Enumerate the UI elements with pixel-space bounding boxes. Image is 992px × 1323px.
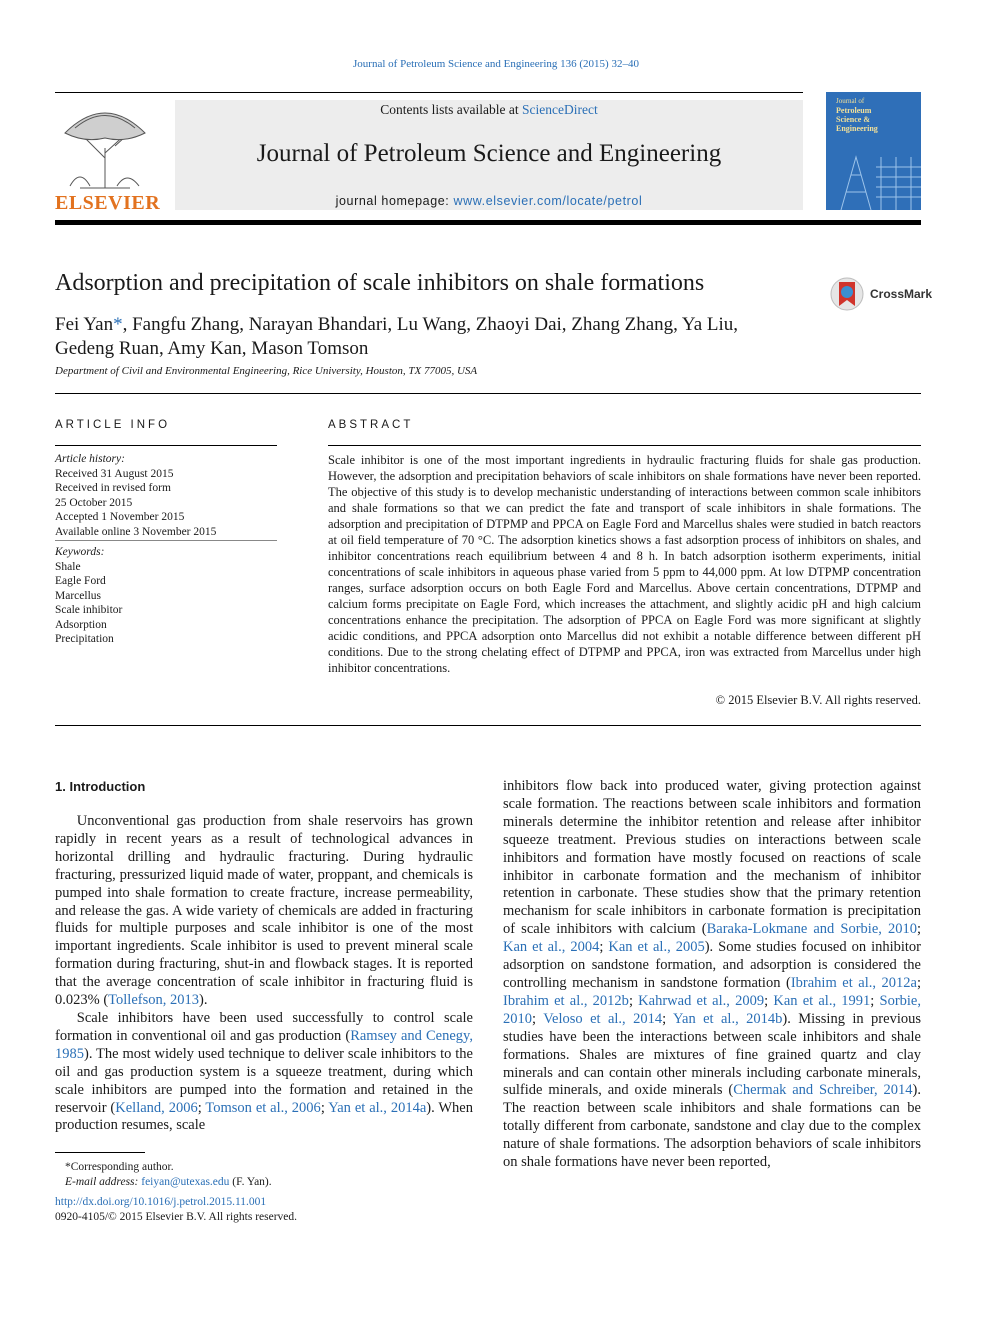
abstract-text: Scale inhibitor is one of the most important ingredients in hydraulic fracturing fluids for shale gas production. However, the adsorption and precipitation behaviors of scale inhibitors on shale formations have never been reported. The objective of this study is to develop mechanistic understanding of interactions between common scale inhibitors and shale formations so that we can predict the fate and transport of scale inhibitors in shale formations. The adsorption and precipitation of DTPMP and PPCA on Eagle Ford and Marcellus shales were studied in batch reactors at oil field temperature of 70 °C. The adsorption kinetics shows a fast adsorption process of inhibitors on shales, and inhibitor concentrations reach equilibrium between 4 and 8 h. In batch adsorption isotherm experiments, initial concentrations of scale inhibitors in aqueous phase varied from 5 ppm to 44,000 ppm. At low DTPMP concentration ranges, surface adsorption occurs on both Eagle Ford and Marcellus. Above certain concentrations, DTPMP and calcium forms precipitate on Eagle Ford, which increases the attachment, and slightly acidic pH and high calcium concentrations enhance the precipitation. The adsorption of PPCA on Eagle Ford was more significant at slightly acidic conditions, and PPCA adsorption onto Marcellus did not exhibit a notable difference between different pH conditions. Due to the strong chelating effect of DTPMP and PPCA, iron was extracted from Marcellus under high inhibitor concentrations. [328, 453, 921, 675]
citation-link[interactable]: Kan et al., 1991 [773, 992, 871, 1009]
keyword: Eagle Ford [55, 575, 106, 587]
separator: ; [916, 921, 921, 938]
history-item: Accepted 1 November 2015 [55, 511, 185, 523]
paragraph-text: ). When production resumes, scale [55, 1099, 473, 1134]
paragraph-text: Unconventional gas production from shale reservoirs has grown rapidly in recent years as a result of technological advances in horizontal drilling and hydraulic fracturing. During hydraulic fracturing, pressurized liquid made of water, proppant, and chemicals is pumped into shale formation to create fracture, increase permeability, and release the gas. A wide variety of chemicals are added in fracturing fluids for multiple purposes and scale inhibitor is one of the most important ingredients. Scale inhibitor is used to prevent mineral scale formation during fracturing, shut-in and flowback stages. It is reported that the average concentration of scale inhibitor in fracturing fluid is 0.023% ( [55, 813, 473, 1009]
paragraph-text: inhibitors flow back into produced water, giving protection against scale formation. The reactions between scale inhibitors and formation minerals determine the inhibitor retention and release after inhibitor squeeze treatment. Previous studies on interactions between scale inhibitors and formation have mostly focused on reactions of scale inhibitor in carbonate formation and the mechanism of inhibitor retention in carbonate. These studies show that the primary retention mechanism for scale inhibitors in carbonate formation is precipitation of scale inhibitors with calcium ( [503, 778, 921, 938]
issn-line: 0920-4105/© 2015 Elsevier B.V. All rights reserved. [55, 1210, 298, 1223]
elsevier-wordmark: ELSEVIER [55, 192, 161, 214]
section-rule [55, 393, 921, 394]
paragraph-text: Scale inhibitors have been used successfully to control scale formation in conventional oil and gas production ( [55, 1009, 473, 1044]
email-suffix: (F. Yan). [229, 1175, 272, 1188]
paragraph [503, 778, 921, 1172]
citation-link[interactable]: Sorbie, 2010 [503, 992, 921, 1027]
citation-link[interactable]: Yan et al., 2014a [328, 1099, 427, 1116]
separator: ; [197, 1099, 206, 1116]
affiliation: Department of Civil and Environmental Engineering, Rice University, Houston, TX 77005, USA [55, 365, 478, 377]
history-divider [55, 540, 277, 541]
article-info-label: ARTICLE INFO [55, 419, 171, 431]
sciencedirect-link[interactable]: ScienceDirect [522, 102, 598, 117]
abstract-end-rule [55, 725, 921, 726]
abstract-copyright: © 2015 Elsevier B.V. All rights reserved. [715, 693, 921, 707]
keyword: Marcellus [55, 589, 101, 602]
footnote-mark: * [65, 1161, 71, 1173]
keyword: Shale [55, 560, 81, 573]
crossmark-icon [830, 277, 866, 311]
citation-link[interactable]: Veloso et al., 2014 [543, 1010, 663, 1027]
author-first: Fei Yan [55, 314, 114, 335]
contents-line [175, 102, 803, 118]
history-item: 25 October 2015 [55, 496, 133, 509]
citation-link[interactable]: Tomson et al., 2006 [205, 1099, 321, 1116]
homepage-prefix: journal homepage: [335, 194, 454, 208]
keyword: Adsorption [55, 618, 107, 631]
citation-link[interactable]: Kelland, 2006 [115, 1099, 198, 1116]
paragraph-text: ). Missing in previous studies have been the interactions between scale inhibitors and shale formations. Shales are mixtures of fine grained quartz and clay minerals and can contain other minerals including carbonate minerals, sulfide minerals, and oxide minerals ( [503, 1010, 921, 1099]
body-column-right [503, 778, 921, 1172]
citation-link[interactable]: Ibrahim et al., 2012a [790, 974, 917, 991]
separator: ; [764, 992, 774, 1009]
history-item: Received 31 August 2015 [55, 467, 174, 480]
doi-link[interactable]: http://dx.doi.org/10.1016/j.petrol.2015.11.001 [55, 1196, 267, 1208]
citation-link[interactable]: Yan et al., 2014b [672, 1010, 783, 1027]
body-column-left [55, 813, 473, 1135]
paragraph-text: ). [198, 992, 208, 1009]
citation-link[interactable]: Chermak and Schreiber, 2014 [733, 1082, 913, 1099]
author-line [55, 313, 815, 337]
journal-title: Journal of Petroleum Science and Engineering [256, 140, 722, 167]
header-rule [55, 92, 803, 93]
history-item: Received in revised form [55, 482, 171, 494]
separator: ; [628, 992, 639, 1009]
abstract-rule [328, 445, 921, 446]
journal-homepage [175, 194, 803, 208]
history-item: Available online 3 November 2015 [55, 525, 217, 538]
cover-line: Engineering [836, 124, 878, 133]
footnote-corresponding [55, 1160, 475, 1175]
footnote-email [55, 1175, 475, 1190]
citation-link[interactable]: Kan et al., 2004 [503, 939, 600, 956]
author-list [55, 313, 815, 361]
separator: ; [662, 1010, 673, 1027]
section-heading-introduction: 1. Introduction [55, 779, 146, 794]
separator: ; [916, 974, 922, 991]
corresponding-author-mark[interactable]: * [113, 314, 123, 335]
separator: ; [320, 1099, 329, 1116]
citation-link[interactable]: Tollefson, 2013 [108, 992, 199, 1009]
email-label: E-mail address: [65, 1175, 142, 1188]
author-rest: , Fangfu Zhang, Narayan Bhandari, Lu Wang, Zhaoyi Dai, Zhang Zhang, Ya Liu, [122, 314, 739, 335]
cover-art [826, 147, 921, 210]
footnote-rule [55, 1152, 145, 1153]
citation-link[interactable]: Ibrahim et al., 2012b [503, 992, 629, 1009]
footnotes [55, 1160, 475, 1224]
cover-title [836, 97, 916, 133]
separator: ; [599, 939, 609, 956]
crossmark-badge[interactable] [830, 277, 932, 311]
journal-cover-image [826, 92, 921, 210]
citation-link[interactable]: Ramsey and Cenegy, 1985 [55, 1027, 473, 1062]
email-link[interactable]: feiyan@utexas.edu [141, 1175, 230, 1188]
paragraph [55, 813, 473, 1010]
keywords-label: Keywords: [55, 546, 105, 558]
cover-line: Science & [836, 115, 870, 124]
abstract-label: ABSTRACT [328, 419, 414, 431]
paragraph-text: ). The most widely used technique to deliver scale inhibitors to the oil and gas production system is a squeeze treatment, during which scale inhibitors are pumped into the formation and retained in the reservoir ( [55, 1045, 473, 1116]
citation-link[interactable]: Kahrwad et al., 2009 [638, 992, 765, 1009]
homepage-link[interactable]: www.elsevier.com/locate/petrol [453, 194, 643, 208]
cover-line: Petroleum [836, 106, 872, 115]
footnote-text: Corresponding author. [70, 1161, 174, 1173]
citation-link[interactable]: Baraka-Lokmane and Sorbie, 2010 [706, 921, 917, 938]
citation-link[interactable]: Kan et al., 2005 [608, 939, 705, 956]
keywords [55, 545, 277, 647]
contents-prefix: Contents lists available at [380, 102, 522, 117]
crossmark-label: CrossMark [870, 287, 933, 301]
paragraph-text: ). The reaction between scale inhibitors and shale formations can be totally different from carbonate, sandstone and clay due to the complex nature of shale formations. The adsorption behaviors of scale inhibitors on shale formations have never been reported, [503, 1082, 921, 1171]
article-info-rule [55, 445, 277, 446]
author-line: Gedeng Ruan, Amy Kan, Mason Tomson [55, 338, 369, 359]
banner-rule [55, 220, 921, 225]
separator: ; [870, 992, 880, 1009]
article-history [55, 452, 277, 539]
paragraph-text: ). Some studies focused on inhibitor adsorption on sandstone formation, and adsorption is considered the controlling mechanism in sandstone formation ( [503, 939, 922, 991]
separator: ; [532, 1010, 544, 1027]
cover-line: Journal of [836, 97, 865, 105]
keyword: Scale inhibitor [55, 604, 123, 616]
keyword: Precipitation [55, 633, 114, 645]
article-title: Adsorption and precipitation of scale inhibitors on shale formations [55, 270, 705, 296]
running-head[interactable]: Journal of Petroleum Science and Engineering 136 (2015) 32–40 [353, 58, 639, 70]
paragraph [55, 1010, 473, 1135]
history-label: Article history: [55, 453, 125, 465]
